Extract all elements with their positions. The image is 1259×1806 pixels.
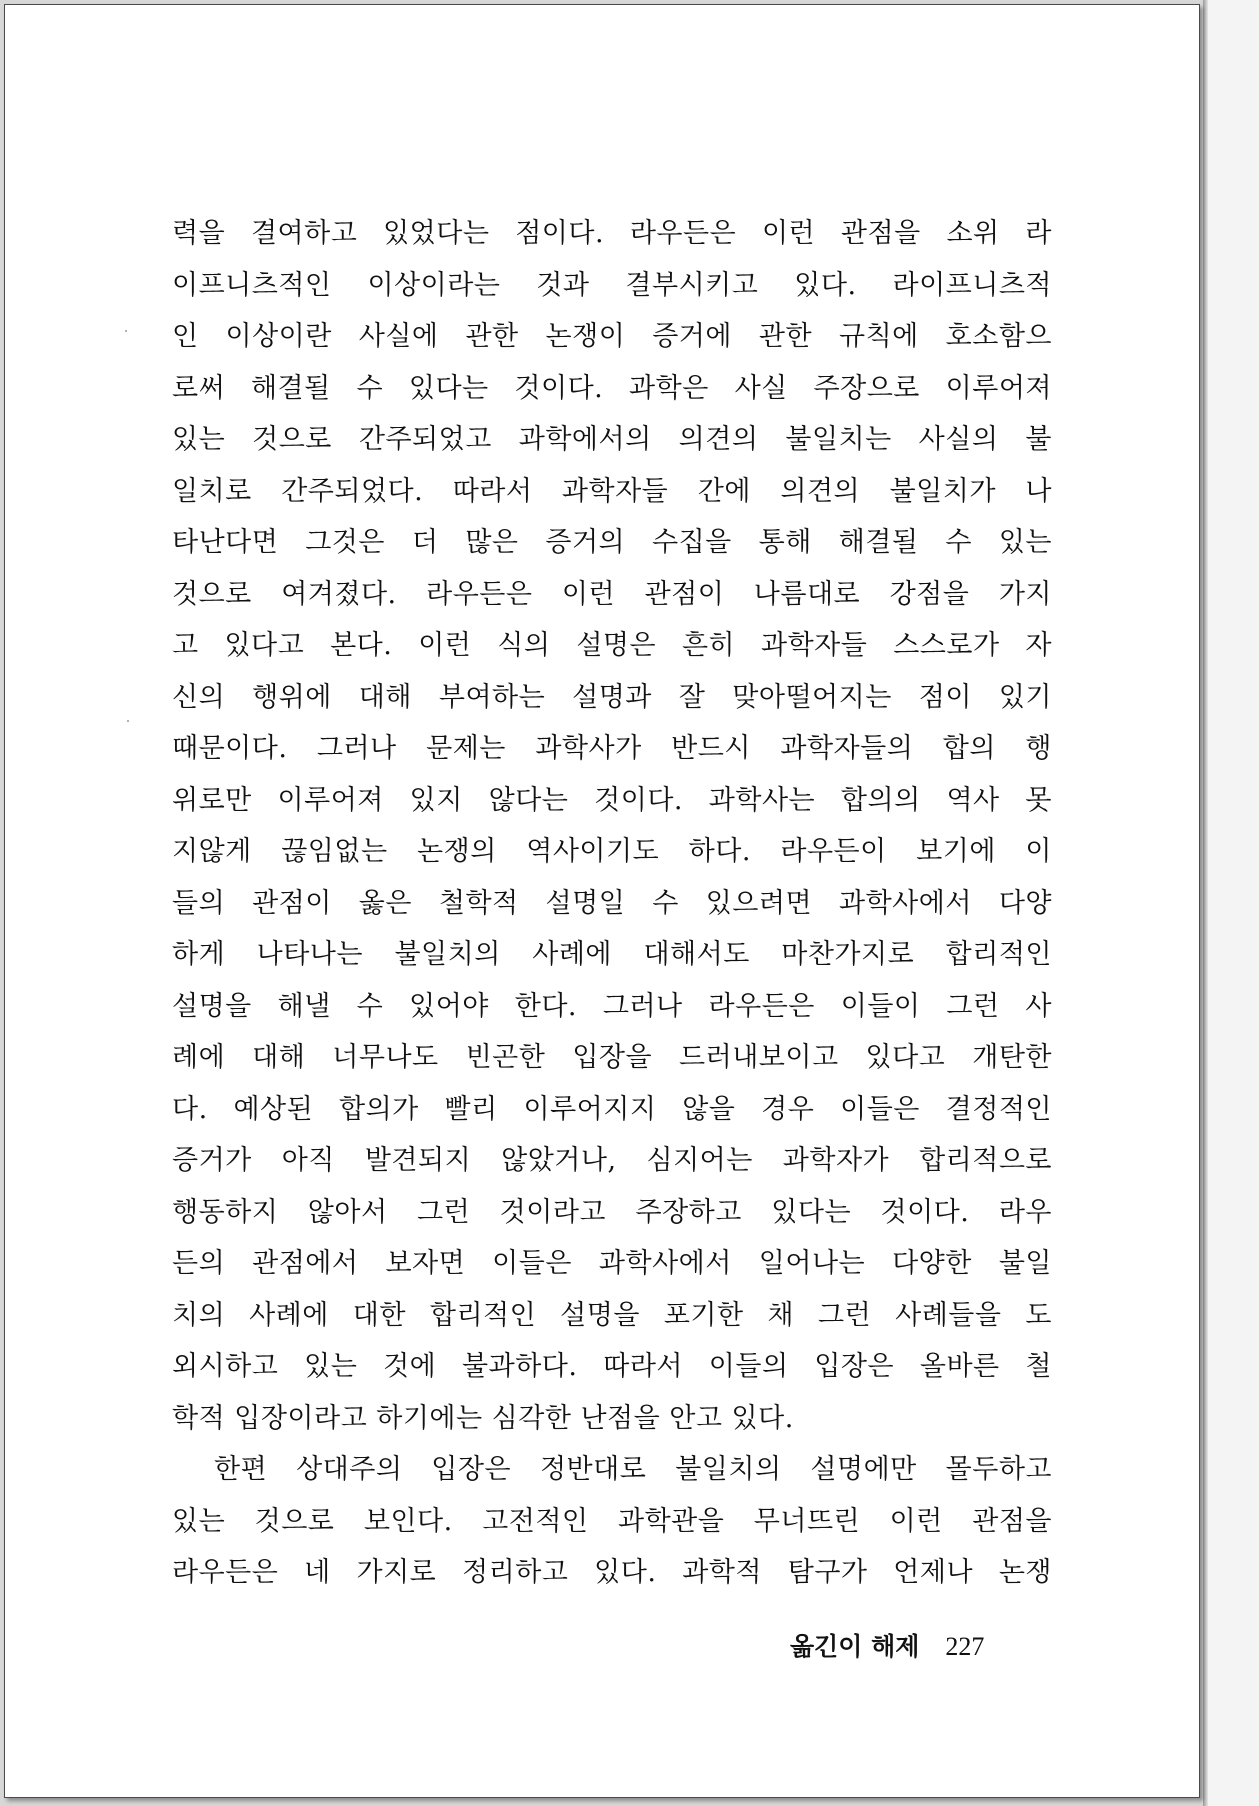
scan-speck	[127, 720, 129, 722]
text-line: 다. 예상된 합의가 빨리 이루어지지 않을 경우 이들은 결정적인	[172, 1093, 1052, 1125]
running-footer-title: 옮긴이 해제	[790, 1632, 920, 1661]
text-line: 것으로 여겨졌다. 라우든은 이런 관점이 나름대로 강점을 가지	[172, 578, 1052, 610]
text-line: 로써 해결될 수 있다는 것이다. 과학은 사실 주장으로 이루어져	[172, 372, 1052, 404]
text-line: 설명을 해낼 수 있어야 한다. 그러나 라우든은 이들이 그런 사	[172, 990, 1052, 1022]
text-line: 있는 것으로 보인다. 고전적인 과학관을 무너뜨린 이런 관점을	[172, 1505, 1052, 1537]
page-edge-shadow	[1203, 0, 1208, 1806]
text-line: 든의 관점에서 보자면 이들은 과학사에서 일어나는 다양한 불일	[172, 1248, 1052, 1279]
text-line: 타난다면 그것은 더 많은 증거의 수집을 통해 해결될 수 있는	[172, 527, 1052, 558]
text-line: 인 이상이란 사실에 관한 논쟁이 증거에 관한 규칙에 호소함으	[172, 321, 1052, 352]
scan-speck	[125, 330, 127, 332]
text-line: 증거가 아직 발견되지 않았거나, 심지어는 과학자가 합리적으로	[172, 1145, 1052, 1176]
text-line: 학적 입장이라고 하기에는 심각한 난점을 안고 있다.	[172, 1402, 794, 1434]
text-line: 신의 행위에 대해 부여하는 설명과 잘 맞아떨어지는 점이 있기	[172, 681, 1052, 713]
text-line: 하게 나타나는 불일치의 사례에 대해서도 마찬가지로 합리적인	[172, 939, 1052, 970]
text-line: 위로만 이루어져 있지 않다는 것이다. 과학사는 합의의 역사 못	[172, 784, 1052, 816]
text-line: 이프니츠적인 이상이라는 것과 결부시키고 있다. 라이프니츠적	[172, 269, 1052, 301]
text-line: 치의 사례에 대한 합리적인 설명을 포기한 채 그런 사례들을 도	[172, 1299, 1052, 1331]
text-line: 고 있다고 본다. 이런 식의 설명은 흔히 과학자들 스스로가 자	[172, 630, 1052, 661]
page-number: 227	[945, 1632, 985, 1661]
paragraph-first-line: 한편 상대주의 입장은 정반대로 불일치의 설명에만 몰두하고	[214, 1454, 1052, 1485]
page-footer	[790, 1627, 984, 1663]
body-text	[172, 208, 1052, 1599]
text-line: 들의 관점이 옳은 철학적 설명일 수 있으려면 과학사에서 다양	[172, 887, 1052, 919]
text-line: 행동하지 않아서 그런 것이라고 주장하고 있다는 것이다. 라우	[172, 1196, 1052, 1228]
text-line: 외시하고 있는 것에 불과하다. 따라서 이들의 입장은 올바른 철	[172, 1351, 1052, 1382]
text-line: 라우든은 네 가지로 정리하고 있다. 과학적 탐구가 언제나 논쟁	[172, 1557, 1052, 1588]
text-line: 때문이다. 그러나 문제는 과학사가 반드시 과학자들의 합의 행	[172, 733, 1052, 764]
text-line: 있는 것으로 간주되었고 과학에서의 의견의 불일치는 사실의 불	[172, 424, 1052, 455]
text-line: 력을 결여하고 있었다는 점이다. 라우든은 이런 관점을 소위 라	[172, 218, 1052, 249]
viewer-background	[1208, 0, 1259, 1806]
text-line: 례에 대해 너무나도 빈곤한 입장을 드러내보이고 있다고 개탄한	[172, 1042, 1052, 1073]
text-line: 지않게 끊임없는 논쟁의 역사이기도 하다. 라우든이 보기에 이	[172, 836, 1052, 867]
text-line: 일치로 간주되었다. 따라서 과학자들 간에 의견의 불일치가 나	[172, 475, 1052, 507]
